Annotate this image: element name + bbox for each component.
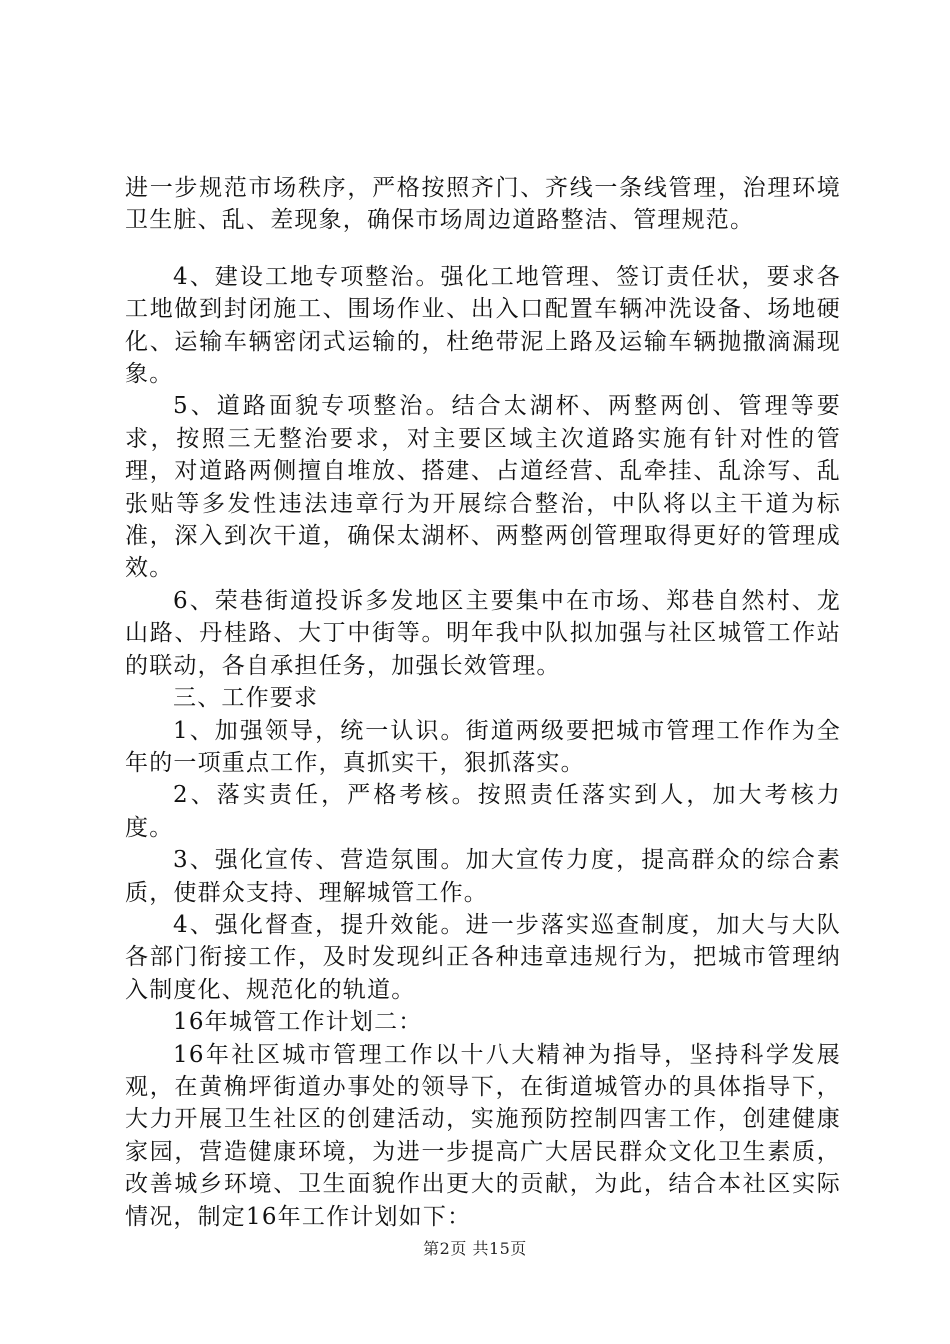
paragraph-plan-two-intro: 16年社区城市管理工作以十八大精神为指导，坚持科学发展观，在黄桷坪街道办事处的领导下，在街道城管办的具体指导下，大力开展卫生社区的创建活动，实施预防控制四害工作，创建健康家园，营造健康环境，为进一步提高广大居民群众文化卫生素质，改善城乡环境、卫生面貌作出更大的贡献，为此，结合本社区实际情况，制定16年工作计划如下：: [125, 1041, 841, 1230]
section-heading-work-requirements: 三、工作要求: [173, 685, 319, 712]
paragraph-construction-site: 4、建设工地专项整治。强化工地管理、签订责任状，要求各工地做到封闭施工、围场作业、出入口配置车辆冲洗设备、场地硬化、运输车辆密闭式运输的，杜绝带泥上路及运输车辆抛撒滴漏现象。: [125, 263, 841, 388]
section-heading-plan-two: 16年城管工作计划二：: [173, 1009, 423, 1036]
paragraph-publicity: 3、强化宣传、营造氛围。加大宣传力度，提高群众的综合素质，使群众支持、理解城管工作。: [125, 847, 841, 906]
document-body: [125, 172, 841, 1233]
page-footer: 第2页 共15页: [423, 1239, 527, 1258]
paragraph-road-appearance: 5、道路面貌专项整治。结合太湖杯、两整两创、管理等要求，按照三无整治要求，对主要区域主次道路实施有针对性的管理，对道路两侧擅自堆放、搭建、占道经营、乱牵挂、乱涂写、乱张贴等多发性违法违章行为开展综合整治，中队将以主干道为标准，深入到次干道，确保太湖杯、两整两创管理取得更好的管理成效。: [125, 393, 841, 582]
paragraph-complaint-areas: 6、荣巷街道投诉多发地区主要集中在市场、郑巷自然村、龙山路、丹桂路、大丁中街等。明年我中队拟加强与社区城管工作站的联动，各自承担任务，加强长效管理。: [125, 587, 841, 679]
paragraph-responsibility: 2、落实责任，严格考核。按照责任落实到人，加大考核力度。: [125, 782, 841, 841]
paragraph-supervision: 4、强化督查，提升效能。进一步落实巡查制度，加大与大队各部门衔接工作，及时发现纠正各种违章违规行为，把城市管理纳入制度化、规范化的轨道。: [125, 911, 841, 1003]
paragraph-leadership: 1、加强领导，统一认识。街道两级要把城市管理工作作为全年的一项重点工作，真抓实干，狠抓落实。: [125, 717, 841, 776]
paragraph-market-order: 进一步规范市场秩序，严格按照齐门、齐线一条线管理，治理环境卫生脏、乱、差现象，确保市场周边道路整洁、管理规范。: [125, 175, 841, 234]
